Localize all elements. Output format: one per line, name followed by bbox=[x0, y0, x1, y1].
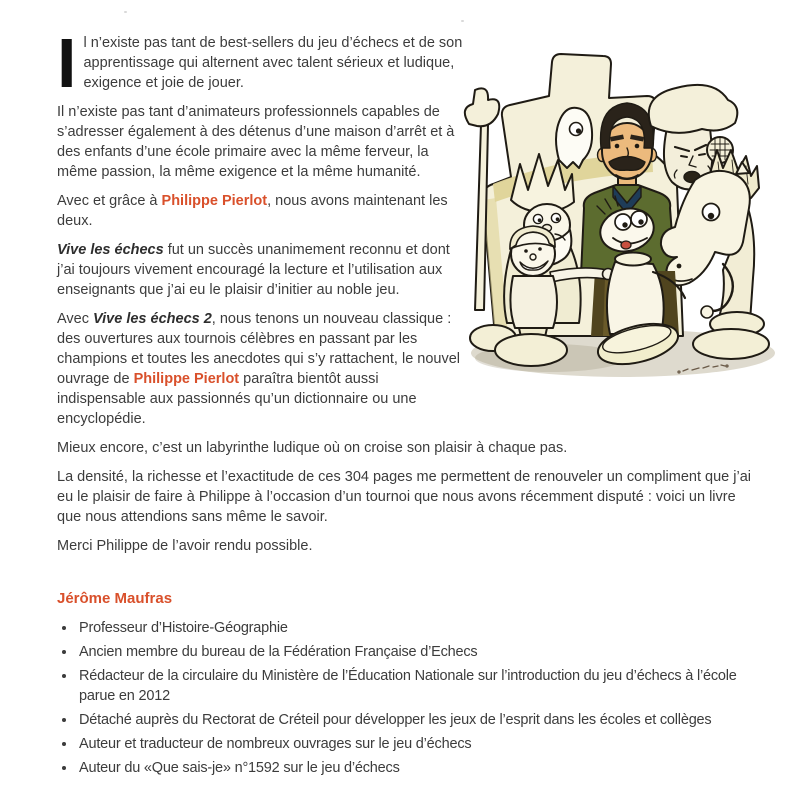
intro-paragraph-2 bbox=[57, 102, 469, 182]
text-run: Avec bbox=[57, 311, 94, 327]
text-run: Avec et grâce à bbox=[57, 193, 162, 209]
text-run: Mieux encore, c’est un labyrinthe ludique où on croise son plaisir à chaque pas. bbox=[57, 440, 568, 456]
credential-item-6: • Auteur du «Que sais-je» n°1592 sur le jeu d’échecs bbox=[77, 758, 757, 778]
text-run: Merci Philippe de l’avoir rendu possible. bbox=[57, 538, 313, 554]
intro-paragraph-3 bbox=[57, 191, 469, 231]
credential-item-1: • Professeur d’Histoire-Géographie bbox=[77, 618, 757, 638]
credential-item-3: • Rédacteur de la circulaire du Ministère de l’Éducation Nationale sur l’introduction du jeu d’échecs à l’école parue en 2012 bbox=[77, 666, 757, 706]
intro-paragraph-5 bbox=[57, 309, 469, 429]
text-run: Il n’existe pas tant d’animateurs professionnels capables de s’adresser également à des détenus d’une maison d’arrêt et à des enfants d’une école primaire avec la même ferveur, la même passion, la même exigence et la même humanité. bbox=[57, 104, 455, 180]
author-credentials-list bbox=[57, 618, 757, 778]
scan-speck bbox=[124, 11, 127, 13]
credential-item-4: • Détaché auprès du Rectorat de Créteil pour développer les jeux de l’esprit dans les écoles et collèges bbox=[77, 710, 757, 730]
text-run: , nous tenons un nouveau classique : des ouvertures aux tournois célèbres en passant par les champions et toutes les anecdotes qui s’y rattachent, le nouvel ouvrage de bbox=[57, 311, 461, 387]
intro-paragraphs bbox=[57, 24, 469, 429]
book-title-reference: Vive les échecs 2 bbox=[93, 311, 212, 327]
text-run: , nous avons maintenant les deux. bbox=[57, 193, 448, 229]
book-title-reference: Vive les échecs bbox=[57, 242, 164, 258]
highlighted-author-name: Philippe Pierlot bbox=[161, 193, 268, 209]
credential-item-5: • Auteur et traducteur de nombreux ouvrages sur le jeu d’échecs bbox=[77, 734, 757, 754]
wide-paragraph-1 bbox=[57, 438, 757, 458]
scan-speck bbox=[461, 20, 464, 22]
author-name: Jérôme Maufras bbox=[57, 590, 173, 607]
highlighted-author-name: Philippe Pierlot bbox=[133, 371, 240, 387]
credential-item-2: • Ancien membre du bureau de la Fédération Française d’Echecs bbox=[77, 642, 757, 662]
author-section bbox=[57, 589, 757, 778]
chess-cartoon-illustration bbox=[455, 38, 795, 406]
intro-paragraph-4 bbox=[57, 240, 469, 300]
text-run: l n’existe pas tant de best-sellers du jeu d’échecs et de son apprentissage qui alternent avec talent sérieux et ludique, exigence et joie de jouer. bbox=[83, 35, 463, 91]
wide-paragraph-2 bbox=[57, 467, 757, 527]
intro-paragraph-1 bbox=[57, 24, 469, 102]
text-run: fut un succès unanimement reconnu et dont j’ai toujours vivement encouragé la lecture et l’utilisation aux enseignants que j’ai eu le plaisir d’initier au noble jeu. bbox=[57, 242, 450, 298]
text-run: paraîtra bientôt aussi indispensable aux passionnés qu’un dictionnaire ou une encyclopédie. bbox=[57, 371, 417, 427]
wide-paragraphs bbox=[57, 438, 757, 556]
text-run: La densité, la richesse et l’exactitude de ces 304 pages me permettent de renouveler un compliment que j’ai eu le plaisir de faire à Philippe à l’occasion d’un tournoi que nous avons récemment disputé : voici un livre que nous attendions sans même le savoir. bbox=[57, 469, 751, 525]
wide-paragraph-3 bbox=[57, 536, 757, 556]
dropcap-initial: I bbox=[57, 24, 75, 102]
